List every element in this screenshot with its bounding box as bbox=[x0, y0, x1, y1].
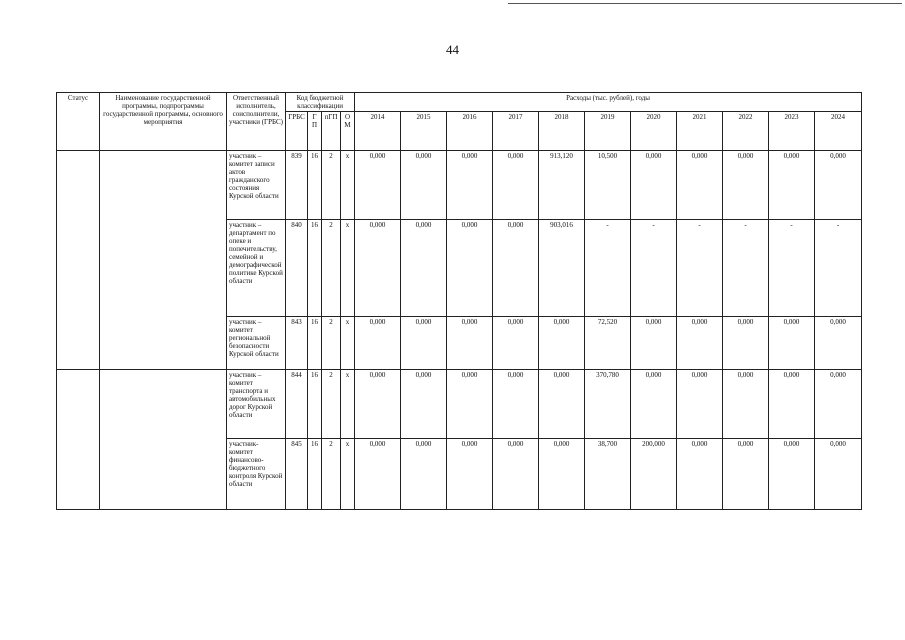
program-name-cell bbox=[100, 151, 227, 370]
value-2021-cell: 0,000 bbox=[677, 317, 723, 370]
code-pgp-cell: 2 bbox=[322, 370, 341, 439]
executor-cell: участник- комитет финансово-бюджетного контроля Курской области bbox=[227, 439, 286, 510]
value-2020-cell: 200,000 bbox=[631, 439, 677, 510]
value-2019-cell: 72,520 bbox=[585, 317, 631, 370]
value-2018-cell: 913,120 bbox=[539, 151, 585, 220]
code-pgp-cell: 2 bbox=[322, 439, 341, 510]
header-year-2020: 2020 bbox=[631, 112, 677, 151]
value-2014-cell: 0,000 bbox=[355, 439, 401, 510]
value-2017-cell: 0,000 bbox=[493, 439, 539, 510]
header-expenses: Расходы (тыс. рублей), годы bbox=[355, 93, 862, 112]
value-2015-cell: 0,000 bbox=[401, 370, 447, 439]
table-row bbox=[57, 151, 862, 220]
code-om-cell: х bbox=[341, 151, 355, 220]
header-executor: Ответственный исполнитель, соисполнители, участники (ГРБС) bbox=[227, 93, 286, 151]
code-pgp-cell: 2 bbox=[322, 220, 341, 317]
value-2019-cell: 10,500 bbox=[585, 151, 631, 220]
value-2023-cell: 0,000 bbox=[769, 317, 815, 370]
value-2020-cell: - bbox=[631, 220, 677, 317]
value-2014-cell: 0,000 bbox=[355, 220, 401, 317]
budget-table bbox=[56, 92, 862, 510]
value-2015-cell: 0,000 bbox=[401, 317, 447, 370]
value-2017-cell: 0,000 bbox=[493, 317, 539, 370]
value-2024-cell: 0,000 bbox=[815, 370, 862, 439]
value-2016-cell: 0,000 bbox=[447, 220, 493, 317]
value-2024-cell: - bbox=[815, 220, 862, 317]
code-grbs-cell: 843 bbox=[286, 317, 308, 370]
header-year-2023: 2023 bbox=[769, 112, 815, 151]
code-om-cell: х bbox=[341, 370, 355, 439]
code-grbs-cell: 845 bbox=[286, 439, 308, 510]
value-2023-cell: 0,000 bbox=[769, 370, 815, 439]
code-grbs-cell: 844 bbox=[286, 370, 308, 439]
value-2023-cell: - bbox=[769, 220, 815, 317]
value-2015-cell: 0,000 bbox=[401, 220, 447, 317]
code-gp-cell: 16 bbox=[308, 317, 322, 370]
page-number: 44 bbox=[446, 42, 459, 57]
executor-cell: участник – департамент по опеке и попечительству, семейной и демографической политике Курской области bbox=[227, 220, 286, 317]
header-code-om: ОМ bbox=[341, 112, 355, 151]
header-year-2014: 2014 bbox=[355, 112, 401, 151]
status-cell bbox=[57, 151, 100, 370]
value-2022-cell: - bbox=[723, 220, 769, 317]
value-2022-cell: 0,000 bbox=[723, 151, 769, 220]
header-budget-code: Код бюджетной классификации bbox=[286, 93, 355, 112]
value-2018-cell: 0,000 bbox=[539, 439, 585, 510]
value-2014-cell: 0,000 bbox=[355, 317, 401, 370]
top-rule bbox=[508, 3, 902, 4]
header-year-2019: 2019 bbox=[585, 112, 631, 151]
header-status: Статус bbox=[57, 93, 100, 151]
value-2016-cell: 0,000 bbox=[447, 151, 493, 220]
value-2022-cell: 0,000 bbox=[723, 370, 769, 439]
value-2022-cell: 0,000 bbox=[723, 317, 769, 370]
value-2020-cell: 0,000 bbox=[631, 370, 677, 439]
code-pgp-cell: 2 bbox=[322, 151, 341, 220]
value-2016-cell: 0,000 bbox=[447, 317, 493, 370]
code-grbs-cell: 840 bbox=[286, 220, 308, 317]
value-2024-cell: 0,000 bbox=[815, 317, 862, 370]
executor-cell: участник – комитет записи актов гражданского состояния Курской области bbox=[227, 151, 286, 220]
value-2020-cell: 0,000 bbox=[631, 151, 677, 220]
header-code-grbs: ГРБС bbox=[286, 112, 308, 151]
executor-cell: участник – комитет региональной безопасности Курской области bbox=[227, 317, 286, 370]
value-2021-cell: 0,000 bbox=[677, 370, 723, 439]
code-gp-cell: 16 bbox=[308, 370, 322, 439]
value-2023-cell: 0,000 bbox=[769, 151, 815, 220]
header-year-2021: 2021 bbox=[677, 112, 723, 151]
value-2019-cell: 370,780 bbox=[585, 370, 631, 439]
value-2024-cell: 0,000 bbox=[815, 439, 862, 510]
header-year-2016: 2016 bbox=[447, 112, 493, 151]
value-2017-cell: 0,000 bbox=[493, 220, 539, 317]
program-name-cell bbox=[100, 370, 227, 510]
value-2023-cell: 0,000 bbox=[769, 439, 815, 510]
table-row bbox=[57, 370, 862, 439]
header-year-2022: 2022 bbox=[723, 112, 769, 151]
value-2022-cell: 0,000 bbox=[723, 439, 769, 510]
code-gp-cell: 16 bbox=[308, 151, 322, 220]
header-year-2018: 2018 bbox=[539, 112, 585, 151]
value-2017-cell: 0,000 bbox=[493, 151, 539, 220]
code-grbs-cell: 839 bbox=[286, 151, 308, 220]
executor-cell: участник – комитет транспорта и автомобильных дорог Курской области bbox=[227, 370, 286, 439]
code-pgp-cell: 2 bbox=[322, 317, 341, 370]
code-om-cell: х bbox=[341, 439, 355, 510]
value-2021-cell: 0,000 bbox=[677, 439, 723, 510]
value-2017-cell: 0,000 bbox=[493, 370, 539, 439]
status-cell bbox=[57, 370, 100, 510]
header-year-2024: 2024 bbox=[815, 112, 862, 151]
header-program-name: Наименование государственной программы, подпрограммы государственной программы, основного мероприятия bbox=[100, 93, 227, 151]
value-2024-cell: 0,000 bbox=[815, 151, 862, 220]
value-2020-cell: 0,000 bbox=[631, 317, 677, 370]
value-2018-cell: 0,000 bbox=[539, 317, 585, 370]
header-year-2015: 2015 bbox=[401, 112, 447, 151]
value-2014-cell: 0,000 bbox=[355, 370, 401, 439]
code-gp-cell: 16 bbox=[308, 439, 322, 510]
code-gp-cell: 16 bbox=[308, 220, 322, 317]
value-2014-cell: 0,000 bbox=[355, 151, 401, 220]
header-code-pgp: пГП bbox=[322, 112, 341, 151]
value-2018-cell: 0,000 bbox=[539, 370, 585, 439]
value-2016-cell: 0,000 bbox=[447, 370, 493, 439]
value-2015-cell: 0,000 bbox=[401, 151, 447, 220]
value-2016-cell: 0,000 bbox=[447, 439, 493, 510]
value-2021-cell: - bbox=[677, 220, 723, 317]
header-code-gp: ГП bbox=[308, 112, 322, 151]
code-om-cell: х bbox=[341, 220, 355, 317]
value-2019-cell: 38,700 bbox=[585, 439, 631, 510]
value-2015-cell: 0,000 bbox=[401, 439, 447, 510]
code-om-cell: х bbox=[341, 317, 355, 370]
value-2021-cell: 0,000 bbox=[677, 151, 723, 220]
header-year-2017: 2017 bbox=[493, 112, 539, 151]
value-2019-cell: - bbox=[585, 220, 631, 317]
value-2018-cell: 903,016 bbox=[539, 220, 585, 317]
